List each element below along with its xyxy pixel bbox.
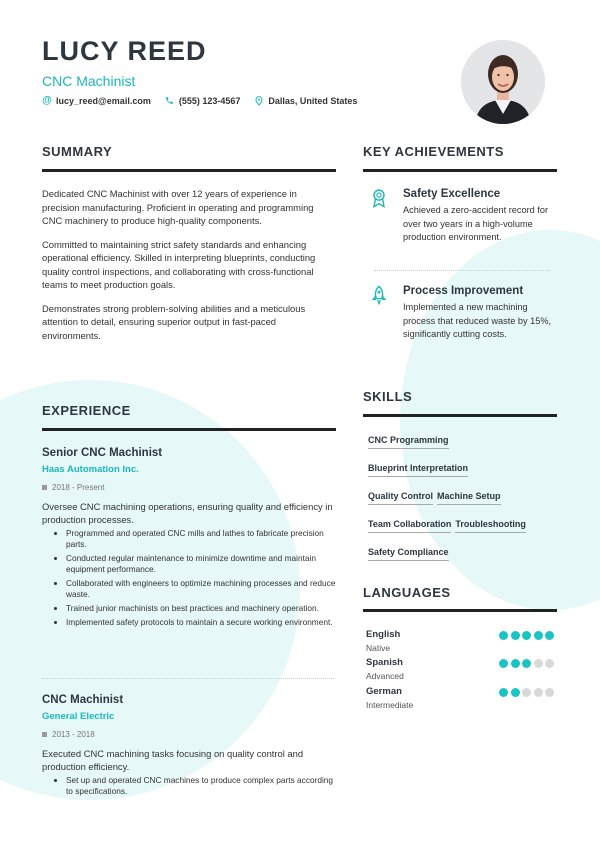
- rating-dot-empty: [522, 688, 531, 697]
- job-entry-title: CNC Machinist: [42, 694, 124, 706]
- job-entry-dates-text: 2018 - Present: [52, 483, 105, 492]
- contact-email[interactable]: [42, 95, 151, 106]
- rating-dot-filled: [511, 631, 520, 640]
- experience-rule: [42, 428, 336, 431]
- job-divider: [42, 678, 334, 679]
- rating-dot-filled: [511, 688, 520, 697]
- achievement-description: Achieved a zero-accident record for over two years in a high-volume production environment.: [403, 205, 549, 242]
- achievement-description: Implemented a new machining process that reduced waste by 15%, significantly cutting costs.: [403, 302, 552, 339]
- achievements-heading: KEY ACHIEVEMENTS: [363, 144, 504, 159]
- job-entry-dates: [42, 483, 337, 492]
- rating-dot-filled: [522, 631, 531, 640]
- language-rating: [499, 659, 554, 668]
- skill-tag: Blueprint Interpretation: [368, 461, 468, 477]
- language-name: Spanish: [366, 657, 403, 668]
- achievement-divider: [374, 270, 550, 271]
- skill-tag: Troubleshooting: [455, 517, 526, 533]
- summary-paragraph: Demonstrates strong problem-solving abilities and a meticulous attention to detail, ensuring superior output in fast-paced environments.: [42, 302, 306, 341]
- phone-text: (555) 123-4567: [178, 95, 241, 106]
- award-icon: [370, 188, 388, 206]
- skills-rule: [363, 414, 557, 417]
- job-entry-bullets: [42, 528, 337, 628]
- rating-dot-empty: [545, 659, 554, 668]
- rocket-icon: [370, 285, 388, 303]
- rating-dot-empty: [534, 659, 543, 668]
- job-entry-dates: [42, 730, 337, 739]
- rating-dot-empty: [534, 688, 543, 697]
- rating-dot-empty: [545, 688, 554, 697]
- language-rating: [499, 688, 554, 697]
- summary-section: [42, 187, 332, 352]
- job-entry-description: Executed CNC machining tasks focusing on quality control and production efficiency.: [42, 748, 304, 772]
- rating-dot-filled: [511, 659, 520, 668]
- skill-tag: Machine Setup: [437, 489, 501, 505]
- skill-tag: Quality Control: [368, 489, 433, 505]
- summary-heading: SUMMARY: [42, 144, 113, 159]
- language-item: [366, 686, 554, 710]
- languages-heading: LANGUAGES: [363, 585, 451, 600]
- achievement-item: [370, 188, 555, 245]
- language-rating: [499, 631, 554, 640]
- contact-location: [254, 96, 357, 106]
- achievement-title: Process Improvement: [403, 285, 524, 297]
- rating-dot-filled: [499, 688, 508, 697]
- language-level: Intermediate: [366, 700, 414, 710]
- achievement-item: [370, 285, 555, 342]
- languages-rule: [363, 609, 557, 612]
- skills-heading: SKILLS: [363, 389, 413, 404]
- profile-photo: [461, 40, 545, 124]
- rating-dot-filled: [499, 659, 508, 668]
- rating-dot-filled: [545, 631, 554, 640]
- language-name: German: [366, 686, 402, 697]
- email-text: lucy_reed@email.com: [56, 95, 151, 106]
- skill-tag: CNC Programming: [368, 433, 449, 449]
- job-entry-company: General Electric: [42, 711, 115, 722]
- language-item: [366, 629, 554, 653]
- job-title: CNC Machinist: [42, 73, 136, 89]
- candidate-name: LUCY REED: [42, 36, 207, 66]
- job-entry-title: Senior CNC Machinist: [42, 447, 163, 459]
- list-item: • Trained junior machinists on best practices and machinery operation.: [66, 603, 337, 614]
- job-entry-bullets: [42, 775, 337, 797]
- language-item: [366, 657, 554, 681]
- summary-paragraph: Committed to maintaining strict safety standards and enhancing operational efficiency. Skilled in interpreting blueprints, conducting quality control inspections, and collaborating with cross-functional teams to meet production goals.: [42, 238, 316, 290]
- rating-dot-filled: [534, 631, 543, 640]
- language-name: English: [366, 629, 401, 640]
- skills-list: [368, 433, 558, 561]
- list-item: • Programmed and operated CNC mills and lathes to fabricate precision parts.: [66, 528, 337, 550]
- summary-rule: [42, 169, 336, 172]
- phone-icon: [165, 96, 175, 105]
- list-item: • Collaborated with engineers to optimize machining processes and reduce waste.: [66, 578, 337, 600]
- language-level: Native: [366, 643, 391, 653]
- location-text: Dallas, United States: [268, 95, 358, 106]
- list-item: • Set up and operated CNC machines to produce complex parts according to specifications.: [66, 775, 337, 797]
- achievements-rule: [363, 169, 557, 172]
- rating-dot-filled: [522, 659, 531, 668]
- job-entry: [42, 447, 337, 631]
- achievement-title: Safety Excellence: [403, 188, 501, 200]
- experience-heading: EXPERIENCE: [42, 403, 131, 418]
- calendar-icon: [42, 485, 47, 490]
- list-item: • Implemented safety protocols to maintain a secure working environment.: [66, 617, 337, 628]
- job-entry-description: Oversee CNC machining operations, ensuring quality and efficiency in production processes.: [42, 501, 333, 525]
- contact-bar: [42, 95, 357, 106]
- rating-dot-filled: [499, 631, 508, 640]
- calendar-icon: [42, 732, 47, 737]
- language-level: Advanced: [366, 671, 404, 681]
- skill-tag: Safety Compliance: [368, 545, 449, 561]
- list-item: • Conducted regular maintenance to minimize downtime and maintain equipment performance.: [66, 553, 337, 575]
- summary-paragraph: Dedicated CNC Machinist with over 12 years of experience in precision manufacturing. Proficient in operating and programming CNC machinery to produce high-quality components.: [42, 188, 314, 226]
- at-icon: @: [42, 95, 52, 106]
- contact-phone[interactable]: [165, 96, 241, 106]
- job-entry-dates-text: 2013 - 2018: [52, 730, 95, 739]
- job-entry-company: Haas Automation Inc.: [42, 464, 139, 475]
- job-entry: [42, 694, 337, 800]
- skill-tag: Team Collaboration: [368, 517, 451, 533]
- location-pin-icon: [254, 96, 264, 106]
